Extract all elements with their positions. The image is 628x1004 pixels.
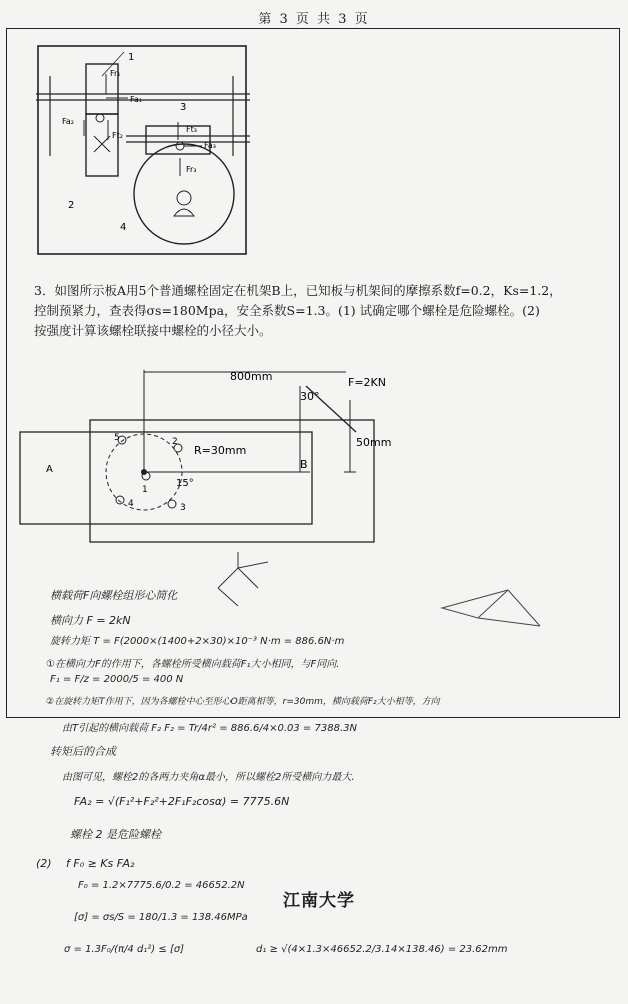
label-gear-3: 3 xyxy=(180,102,187,113)
plate-A xyxy=(20,432,312,524)
answer-line: FA₂ = √(F₁²+F₂²+2F₁F₂cosα) = 7775.6N xyxy=(74,795,290,808)
bolt-label: 2 xyxy=(172,437,178,447)
answer-line: F₀ = 1.2×7775.6/0.2 = 46652.2N xyxy=(78,880,245,891)
answer-line: f F₀ ≥ Ks FA₂ xyxy=(66,857,135,870)
answer-line: 横载荷F向螺栓组形心简化 xyxy=(50,589,178,602)
page-header: 第 3 页 共 3 页 xyxy=(258,12,370,27)
question-line: 控制预紧力，查表得σs=180Mpa，安全系数S=1.3。(1) 试确定哪个螺栓是危险螺栓。(2) xyxy=(34,303,540,318)
figure1-outline xyxy=(38,46,246,254)
answer-line: [σ] = σs/S = 180/1.3 = 138.46MPa xyxy=(74,912,248,923)
svg-text:Fr₁: Fr₁ xyxy=(110,69,121,78)
answer-line: 旋转力矩 T = F(2000×(1400+2×30)×10⁻³ N·m = 886.6N·m xyxy=(50,636,345,647)
label-B: B xyxy=(300,458,308,471)
bolt-label: 5 xyxy=(114,433,120,443)
answer-line: ①在横向力F的作用下，各螺栓所受横向载荷F₁大小相同，与F同向. xyxy=(46,659,340,670)
answer-line: 转矩后的合成 xyxy=(50,745,116,758)
answer-line: F₁ = F/z = 2000/5 = 400 N xyxy=(50,674,184,685)
bolt-label: 1 xyxy=(142,485,148,495)
svg-text:Fa₁: Fa₁ xyxy=(130,95,142,104)
dim-800: 800mm xyxy=(230,370,273,383)
radius-R: R=30mm xyxy=(194,444,247,457)
force-F: F=2KN xyxy=(348,376,386,389)
answer-line: 由T引起的横向载荷 F₂ F₂ = Tr/4r² = 886.6/4×0.03 = 7388.3N xyxy=(62,723,357,734)
vector-triangle-sketch xyxy=(430,560,550,630)
answer-line: 螺栓 2 是危险螺栓 xyxy=(70,828,161,841)
bolt-4 xyxy=(116,496,124,504)
svg-text:Ft₃: Ft₃ xyxy=(186,125,197,134)
force-vector-sketch xyxy=(208,548,280,610)
answer-line: d₁ ≥ √(4×1.3×46652.2/3.14×138.46) = 23.62mm xyxy=(256,944,508,955)
question-line: 3．如图所示板A用5个普通螺栓固定在机架B上，已知板与机架间的摩擦系数f=0.2，Ks=1.2， xyxy=(34,283,562,298)
dim-50: 50mm xyxy=(356,436,392,449)
gear-2 xyxy=(86,114,118,176)
label-worm-4: 4 xyxy=(120,222,127,233)
answer-line: 由图可见，螺栓2的各两力夹角α最小，所以螺栓2所受横向力最大. xyxy=(62,772,355,783)
university-stamp: 江南大学 xyxy=(283,891,355,911)
label-gear-1: 1 xyxy=(128,52,135,63)
answer-line: (2) xyxy=(36,857,52,870)
bolt-3 xyxy=(168,500,176,508)
angle-30: 30° xyxy=(300,390,320,403)
label-gear-2: 2 xyxy=(68,200,75,211)
question-3 xyxy=(34,281,599,341)
bolt-label: 3 xyxy=(180,503,186,513)
svg-text:Ft₂: Ft₂ xyxy=(112,131,123,140)
svg-text:Fa₂: Fa₂ xyxy=(62,117,74,126)
bolt-label: 4 xyxy=(128,499,134,509)
answer-line: σ = 1.3F₀/(π/4 d₁²) ≤ [σ] xyxy=(64,944,185,955)
worm-wheel-4 xyxy=(134,144,234,244)
angle-15: 15° xyxy=(176,478,194,489)
label-A: A xyxy=(46,464,53,475)
svg-text:Fa₃: Fa₃ xyxy=(204,141,216,150)
answer-line: 横向力 F = 2kN xyxy=(50,614,131,627)
gear-transmission-figure xyxy=(36,36,250,258)
svg-text:Fr₃: Fr₃ xyxy=(186,165,197,174)
answer-line: ②在旋转力矩T作用下，因为各螺栓中心至形心O距离相等，r=30mm，横向载荷F₂大小相等，方向 xyxy=(46,697,440,707)
question-line: 按强度计算该螺栓联接中螺栓的小径大小。 xyxy=(34,323,272,338)
bolt-group-figure xyxy=(10,360,430,550)
